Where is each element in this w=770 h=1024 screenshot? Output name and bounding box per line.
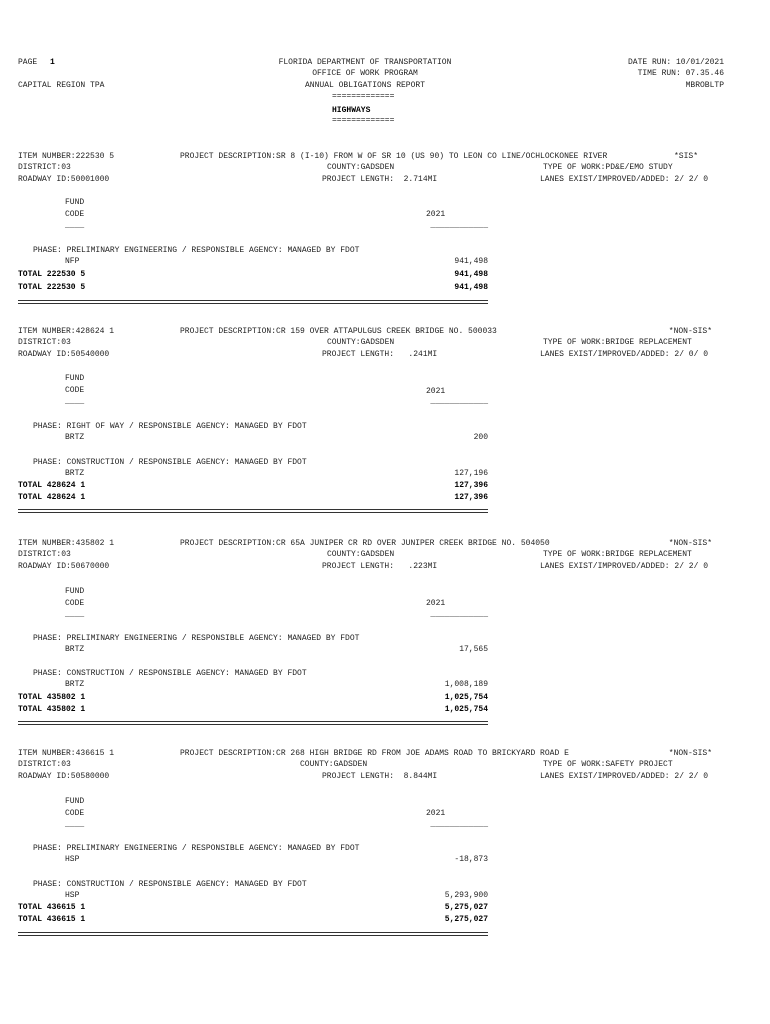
project-length: PROJECT LENGTH: 2.714MI [322, 175, 438, 184]
lanes-info: LANES EXIST/IMPROVED/ADDED: 2/ 2/ 0 [539, 772, 708, 781]
department-title: FLORIDA DEPARTMENT OF TRANSPORTATION [278, 58, 452, 67]
fund-code: HSP [65, 891, 80, 900]
lanes-info: LANES EXIST/IMPROVED/ADDED: 2/ 0/ 0 [539, 350, 708, 359]
time-run: TIME RUN: 07.35.46 [637, 69, 724, 78]
county: COUNTY:GADSDEN [327, 550, 395, 559]
fund-code: BRTZ [65, 645, 85, 654]
office-title: OFFICE OF WORK PROGRAM [312, 69, 418, 78]
phase-description: PHASE: CONSTRUCTION / RESPONSIBLE AGENCY: MANAGED BY FDOT [33, 669, 307, 678]
total-amount: 127,396 [454, 481, 488, 490]
fund-label: FUND [65, 587, 85, 596]
roadway-id: ROADWAY ID:50001000 [18, 175, 110, 184]
phase-description: PHASE: PRELIMINARY ENGINEERING / RESPONSIBLE AGENCY: MANAGED BY FDOT [33, 844, 360, 853]
fund-label: FUND [65, 374, 85, 383]
district: DISTRICT:03 [18, 760, 71, 769]
sis-status: *NON-SIS* [668, 749, 712, 758]
total-amount: 5,275,027 [444, 903, 488, 912]
total-label: TOTAL 436615 1 [18, 915, 86, 924]
item-divider [18, 932, 488, 936]
district: DISTRICT:03 [18, 338, 71, 347]
code-label: CODE [65, 599, 85, 608]
region-name: CAPITAL REGION TPA [18, 81, 105, 90]
project-length: PROJECT LENGTH: .241MI [322, 350, 438, 359]
district: DISTRICT:03 [18, 163, 71, 172]
sis-status: *SIS* [673, 152, 698, 161]
fiscal-year: 2021 [426, 599, 446, 608]
sis-status: *NON-SIS* [668, 539, 712, 548]
lanes-info: LANES EXIST/IMPROVED/ADDED: 2/ 2/ 0 [539, 175, 708, 184]
lanes-info: LANES EXIST/IMPROVED/ADDED: 2/ 2/ 0 [539, 562, 708, 571]
total-amount: 941,498 [454, 270, 488, 279]
total-amount: 1,025,754 [444, 705, 488, 714]
fund-code: NFP [65, 257, 80, 266]
district: DISTRICT:03 [18, 550, 71, 559]
phase-description: PHASE: RIGHT OF WAY / RESPONSIBLE AGENCY: MANAGED BY FDOT [33, 422, 307, 431]
total-label: TOTAL 222530 5 [18, 270, 86, 279]
year-underline: ____________ [430, 397, 488, 406]
phase-amount: 200 [473, 433, 488, 442]
item-number: ITEM NUMBER:428624 1 [18, 327, 115, 336]
year-underline: ____________ [430, 610, 488, 619]
code-label: CODE [65, 210, 85, 219]
roadway-id: ROADWAY ID:50540000 [18, 350, 110, 359]
total-label: TOTAL 428624 1 [18, 481, 86, 490]
item-divider [18, 509, 488, 513]
county: COUNTY:GADSDEN [327, 338, 395, 347]
total-amount: 5,275,027 [444, 915, 488, 924]
total-label: TOTAL 435802 1 [18, 693, 86, 702]
fund-code: BRTZ [65, 433, 85, 442]
year-underline: ____________ [430, 820, 488, 829]
fiscal-year: 2021 [426, 210, 446, 219]
fund-label: FUND [65, 797, 85, 806]
type-of-work: TYPE OF WORK:BRIDGE REPLACEMENT [543, 338, 692, 347]
phase-description: PHASE: PRELIMINARY ENGINEERING / RESPONSIBLE AGENCY: MANAGED BY FDOT [33, 246, 360, 255]
fund-code: BRTZ [65, 469, 85, 478]
project-length: PROJECT LENGTH: 8.844MI [322, 772, 438, 781]
phase-amount: 127,196 [454, 469, 488, 478]
total-label: TOTAL 428624 1 [18, 493, 86, 502]
project-description: PROJECT DESCRIPTION:SR 8 (I-10) FROM W OF SR 10 (US 90) TO LEON CO LINE/OCHLOCKONEE RIVER [180, 152, 608, 161]
total-label: TOTAL 435802 1 [18, 705, 86, 714]
item-divider [18, 300, 488, 304]
phase-amount: 1,008,189 [444, 680, 488, 689]
phase-description: PHASE: CONSTRUCTION / RESPONSIBLE AGENCY: MANAGED BY FDOT [33, 880, 307, 889]
report-id: MBROBLTP [685, 81, 724, 90]
phase-amount: 17,565 [459, 645, 488, 654]
total-amount: 1,025,754 [444, 693, 488, 702]
item-number: ITEM NUMBER:435802 1 [18, 539, 115, 548]
phase-description: PHASE: PRELIMINARY ENGINEERING / RESPONSIBLE AGENCY: MANAGED BY FDOT [33, 634, 360, 643]
type-of-work: TYPE OF WORK:BRIDGE REPLACEMENT [543, 550, 692, 559]
item-number: ITEM NUMBER:222530 5 [18, 152, 115, 161]
code-underline: ____ [65, 610, 85, 619]
page-number: 1 [50, 58, 55, 67]
phase-description: PHASE: CONSTRUCTION / RESPONSIBLE AGENCY: MANAGED BY FDOT [33, 458, 307, 467]
fund-code: HSP [65, 855, 80, 864]
roadway-id: ROADWAY ID:50670000 [18, 562, 110, 571]
section-title: HIGHWAYS [332, 106, 371, 115]
item-divider [18, 721, 488, 725]
total-label: TOTAL 222530 5 [18, 283, 86, 292]
phase-amount: 5,293,900 [444, 891, 488, 900]
code-underline: ____ [65, 397, 85, 406]
project-description: PROJECT DESCRIPTION:CR 268 HIGH BRIDGE RD FROM JOE ADAMS ROAD TO BRICKYARD ROAD E [180, 749, 569, 758]
year-underline: ____________ [430, 221, 488, 230]
code-underline: ____ [65, 820, 85, 829]
page-label: PAGE [18, 58, 38, 67]
date-run: DATE RUN: 10/01/2021 [627, 58, 724, 67]
total-amount: 941,498 [454, 283, 488, 292]
fiscal-year: 2021 [426, 809, 446, 818]
section-rule-bottom: ============= [332, 116, 395, 125]
project-length: PROJECT LENGTH: .223MI [322, 562, 438, 571]
code-label: CODE [65, 809, 85, 818]
project-description: PROJECT DESCRIPTION:CR 65A JUNIPER CR RD OVER JUNIPER CREEK BRIDGE NO. 504050 [180, 539, 550, 548]
item-number: ITEM NUMBER:436615 1 [18, 749, 115, 758]
phase-amount: -18,873 [454, 855, 488, 864]
fiscal-year: 2021 [426, 387, 446, 396]
total-amount: 127,396 [454, 493, 488, 502]
section-rule-top: ============= [332, 92, 395, 101]
fund-label: FUND [65, 198, 85, 207]
type-of-work: TYPE OF WORK:SAFETY PROJECT [543, 760, 673, 769]
report-title: ANNUAL OBLIGATIONS REPORT [304, 81, 426, 90]
roadway-id: ROADWAY ID:50580000 [18, 772, 110, 781]
project-description: PROJECT DESCRIPTION:CR 159 OVER ATTAPULGUS CREEK BRIDGE NO. 500033 [180, 327, 497, 336]
phase-amount: 941,498 [454, 257, 488, 266]
county: COUNTY:GADSDEN [300, 760, 368, 769]
type-of-work: TYPE OF WORK:PD&E/EMO STUDY [543, 163, 673, 172]
county: COUNTY:GADSDEN [327, 163, 395, 172]
code-label: CODE [65, 386, 85, 395]
sis-status: *NON-SIS* [668, 327, 712, 336]
fund-code: BRTZ [65, 680, 85, 689]
total-label: TOTAL 436615 1 [18, 903, 86, 912]
code-underline: ____ [65, 221, 85, 230]
